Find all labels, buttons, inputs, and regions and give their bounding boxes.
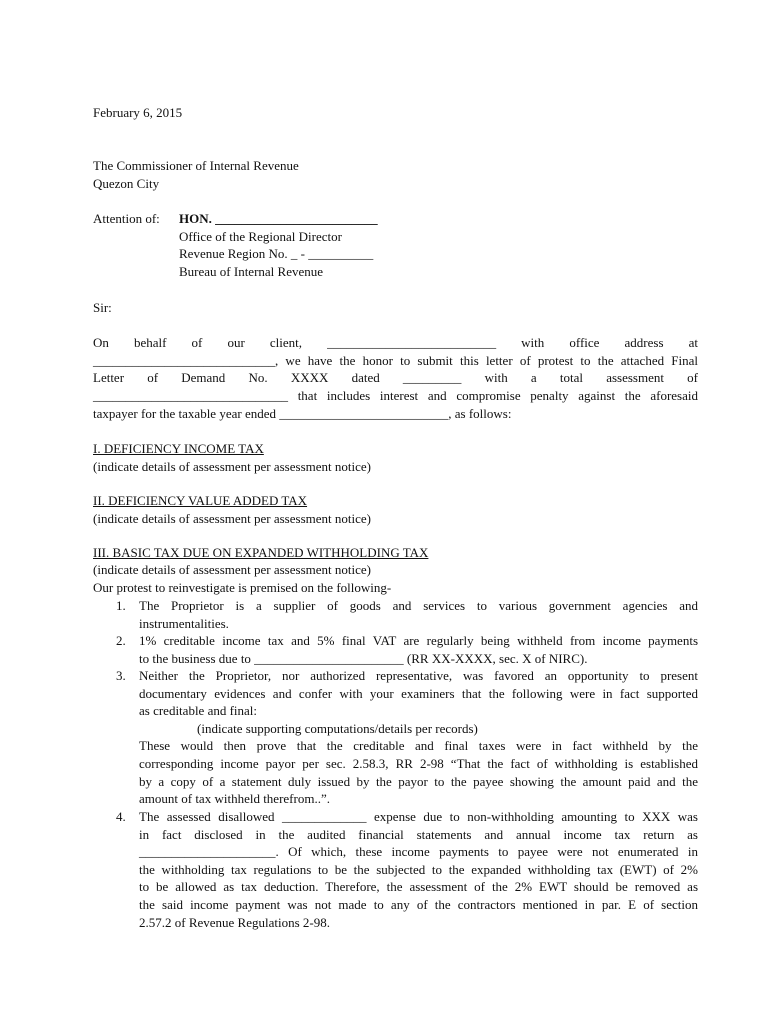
- attention-block: [179, 210, 378, 280]
- list-item-line: _____________________. Of which, these income payments to payee were not enumerated in: [139, 844, 698, 860]
- list-item-line: the withholding tax regulations to be the subjected to the expanded withholding tax (EWT) of 2%: [139, 861, 698, 877]
- premise-text: Our protest to reinvestigate is premised on the following-: [93, 580, 392, 595]
- intro-line: On behalf of our client, __________________________ with office address at: [93, 335, 698, 350]
- letter-date: February 6, 2015: [93, 105, 183, 120]
- section-heading-ewt: III. BASIC TAX DUE ON EXPANDED WITHHOLDING TAX: [93, 545, 429, 560]
- list-item-number: 2.: [116, 633, 126, 648]
- attention-hon: HON. _________________________: [179, 211, 378, 226]
- list-item-line: instrumentalities.: [139, 615, 229, 631]
- section-heading-income-tax: I. DEFICIENCY INCOME TAX: [93, 441, 264, 456]
- attention-line-2: Revenue Region No. _ - __________: [179, 246, 374, 261]
- section-note: (indicate details of assessment per assessment notice): [93, 562, 371, 577]
- list-item-line: (indicate supporting computations/details per records): [197, 720, 478, 736]
- list-item-line: The assessed disallowed _____________ expense due to non-withholding amounting to XXX was: [139, 809, 698, 824]
- list-item-line: as creditable and final:: [139, 703, 258, 719]
- intro-line: taxpayer for the taxable year ended __________________________, as follows:: [93, 406, 512, 421]
- list-item-line: the said income payment was not made to any of the contractors mentioned in par. E of section: [139, 896, 698, 912]
- list-item-number: 1.: [116, 598, 126, 613]
- list-item-line: to be allowed as tax deduction. Therefore, the assessment of the 2% EWT should be removed as: [139, 879, 698, 895]
- recipient-line-2: Quezon City: [93, 176, 160, 191]
- salutation: Sir:: [93, 300, 112, 315]
- list-item-line: by a copy of a statement duly issued by the payor to the payee showing the amount paid and the: [139, 773, 698, 789]
- list-item-number: 4.: [116, 809, 126, 824]
- intro-line: ____________________________, we have the honor to submit this letter of protest to the attached Final: [93, 353, 698, 368]
- list-item-line: The Proprietor is a supplier of goods and services to various government agencies and: [139, 598, 698, 613]
- attention-line-3: Bureau of Internal Revenue: [179, 263, 324, 279]
- intro-line: Letter of Demand No. XXXX dated _________ with a total assessment of: [93, 370, 698, 385]
- list-item-line: to the business due to _______________________ (RR XX-XXXX, sec. X of NIRC).: [139, 650, 588, 666]
- recipient-line-1: The Commissioner of Internal Revenue: [93, 158, 299, 173]
- list-item-line: corresponding income payor per sec. 2.58.3, RR 2-98 “That the fact of withholding is established: [139, 755, 698, 771]
- list-item-line: 1% creditable income tax and 5% final VAT are regularly being withheld from income payments: [139, 633, 698, 648]
- list-item-number: 3.: [116, 668, 126, 683]
- intro-line: ______________________________ that includes interest and compromise penalty against the aforesaid: [93, 388, 698, 403]
- list-item-line: in fact disclosed in the audited financial statements and annual income tax return as: [139, 826, 698, 842]
- list-item-line: 2.57.2 of Revenue Regulations 2-98.: [139, 914, 330, 930]
- section-heading-vat: II. DEFICIENCY VALUE ADDED TAX: [93, 493, 308, 508]
- section-note: (indicate details of assessment per assessment notice): [93, 511, 371, 526]
- list-item-line: documentary evidences and confer with your examiners that the following were in fact supported: [139, 685, 698, 701]
- letter-page: [93, 0, 698, 1024]
- attention-line-1: Office of the Regional Director: [179, 228, 342, 244]
- list-item-line: Neither the Proprietor, nor authorized representative, was favored an opportunity to present: [139, 668, 698, 683]
- list-item-line: amount of tax withheld therefrom..”.: [139, 791, 330, 807]
- attention-label: Attention of:: [93, 211, 160, 226]
- list-item-line: These would then prove that the creditable and final taxes were in fact withheld by the: [139, 738, 698, 754]
- section-note: (indicate details of assessment per assessment notice): [93, 459, 371, 474]
